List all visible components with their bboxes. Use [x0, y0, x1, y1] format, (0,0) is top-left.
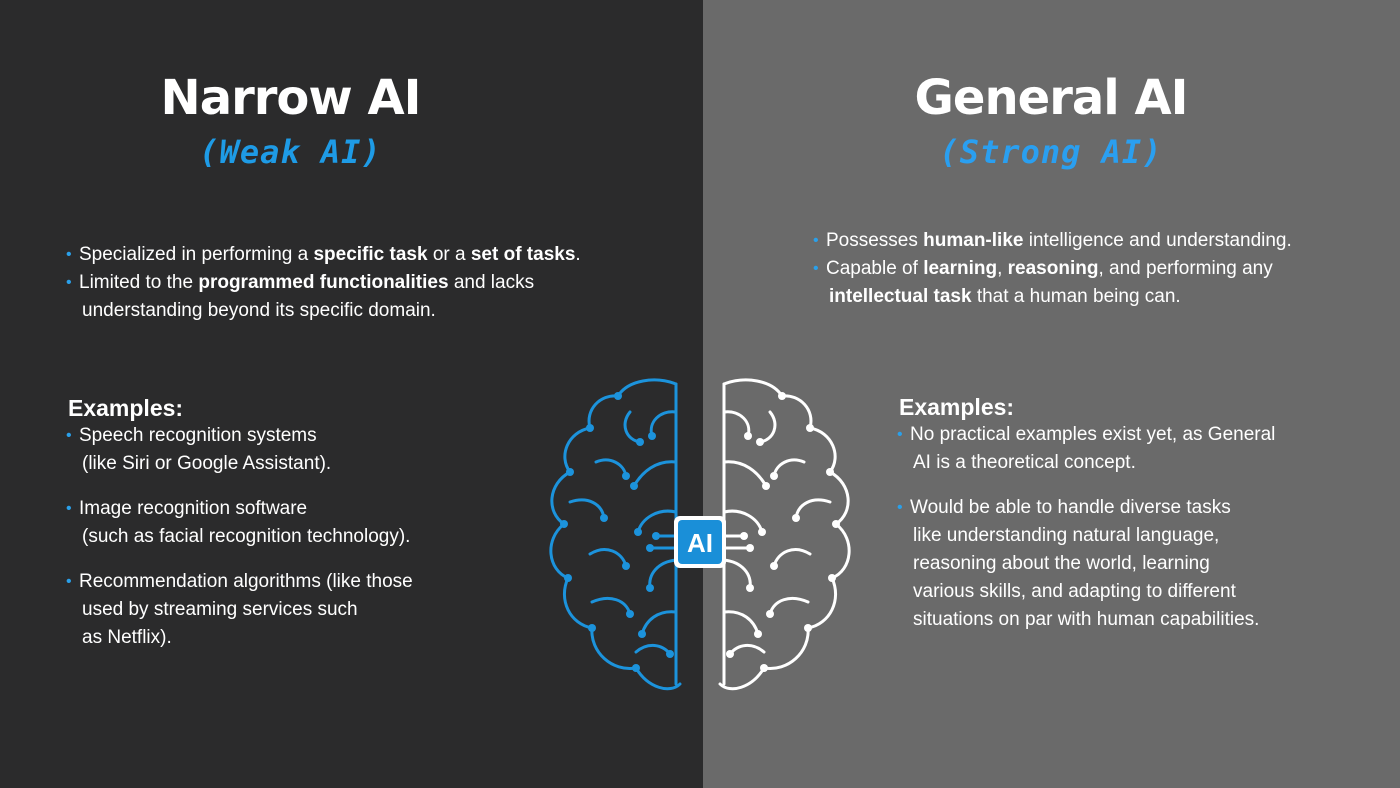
example-continuation: AI is a theoretical concept.	[913, 452, 1136, 473]
example-text: Speech recognition systems	[79, 425, 317, 446]
general-ai-title: General AI	[914, 70, 1188, 126]
circuit-node-icon	[756, 438, 764, 446]
description-line	[79, 272, 534, 293]
text-fragment: , and performing any	[1098, 258, 1273, 279]
emphasis-text: set of tasks	[470, 244, 576, 265]
description-continuation: understanding beyond its specific domain.	[82, 300, 436, 321]
description-continuation	[826, 283, 1373, 311]
circuit-node-icon	[638, 630, 646, 638]
circuit-node-icon	[828, 574, 836, 582]
circuit-node-icon	[758, 528, 766, 536]
text-fragment: intelligence and understanding.	[1023, 230, 1292, 251]
circuit-node-icon	[766, 610, 774, 618]
circuit-node-icon	[754, 630, 762, 638]
strong-ai-subtitle: (Strong AI)	[939, 133, 1163, 171]
narrow-ai-examples-list	[66, 422, 526, 669]
circuit-node-icon	[760, 664, 768, 672]
circuit-node-icon	[588, 624, 596, 632]
example-continuation: (like Siri or Google Assistant).	[82, 453, 332, 474]
example-continuation: reasoning about the world, learning	[913, 553, 1210, 574]
circuit-node-icon	[804, 624, 812, 632]
example-continuation: like understanding natural language,	[913, 525, 1220, 546]
bullet-icon: •	[66, 427, 72, 444]
circuit-node-icon	[826, 468, 834, 476]
circuit-node-icon	[806, 424, 814, 432]
example-continuation: as Netflix).	[82, 627, 172, 648]
description-line	[826, 230, 1292, 251]
text-fragment: that a human being can.	[971, 286, 1181, 307]
text-fragment: Capable of	[826, 258, 924, 279]
example-item	[66, 422, 526, 478]
circuit-node-icon	[652, 532, 660, 540]
text-fragment: Specialized in performing a	[79, 244, 314, 265]
narrow-ai-title: Narrow AI	[160, 70, 421, 126]
circuit-node-icon	[634, 528, 642, 536]
bullet-icon: •	[897, 499, 903, 516]
circuit-node-icon	[762, 482, 770, 490]
circuit-node-icon	[586, 424, 594, 432]
text-fragment: and lacks	[448, 272, 535, 293]
description-item	[66, 269, 646, 325]
bullet-icon: •	[66, 274, 72, 291]
narrow-ai-description-list	[66, 241, 646, 325]
circuit-node-icon	[832, 520, 840, 528]
description-item	[813, 255, 1373, 311]
description-item	[66, 241, 646, 269]
example-item	[897, 494, 1367, 634]
text-fragment: Limited to the	[79, 272, 199, 293]
text-fragment: or a	[427, 244, 471, 265]
emphasis-text: reasoning	[1007, 258, 1099, 279]
circuit-node-icon	[666, 650, 674, 658]
text-fragment: ,	[997, 258, 1008, 279]
circuit-node-icon	[626, 610, 634, 618]
bullet-icon: •	[813, 260, 819, 277]
description-item	[813, 227, 1373, 255]
ai-chip-icon	[674, 516, 726, 568]
text-fragment: Possesses	[826, 230, 924, 251]
circuit-node-icon	[564, 574, 572, 582]
circuit-node-icon	[770, 562, 778, 570]
circuit-node-icon	[622, 562, 630, 570]
circuit-node-icon	[600, 514, 608, 522]
circuit-node-icon	[744, 432, 752, 440]
emphasis-text: programmed functionalities	[198, 272, 449, 293]
bullet-icon: •	[66, 246, 72, 263]
emphasis-text: specific task	[313, 244, 428, 265]
circuit-node-icon	[726, 650, 734, 658]
bullet-icon: •	[66, 573, 72, 590]
general-ai-examples-heading: Examples:	[899, 394, 1015, 420]
emphasis-text: learning	[923, 258, 998, 279]
circuit-node-icon	[746, 544, 754, 552]
circuit-node-icon	[648, 432, 656, 440]
example-item	[66, 495, 526, 551]
example-continuation: various skills, and adapting to different	[913, 581, 1236, 602]
circuit-node-icon	[632, 664, 640, 672]
circuit-node-icon	[636, 438, 644, 446]
weak-ai-subtitle: (Weak AI)	[199, 133, 382, 171]
bullet-icon: •	[897, 426, 903, 443]
example-continuation: (such as facial recognition technology).	[82, 526, 411, 547]
narrow-ai-examples-heading: Examples:	[68, 395, 184, 421]
white-brain-hemisphere-icon	[720, 380, 849, 689]
circuit-node-icon	[560, 520, 568, 528]
circuit-node-icon	[630, 482, 638, 490]
ai-chip-label: AI	[687, 528, 713, 558]
example-continuation: situations on par with human capabilities.	[913, 609, 1260, 630]
bullet-icon: •	[66, 500, 72, 517]
blue-brain-hemisphere-icon	[551, 380, 680, 689]
general-ai-examples-list	[897, 421, 1367, 651]
circuit-node-icon	[746, 584, 754, 592]
emphasis-text: human-like	[923, 230, 1024, 251]
description-line	[79, 244, 581, 265]
description-line	[826, 258, 1273, 279]
circuit-node-icon	[622, 472, 630, 480]
example-item	[66, 568, 526, 652]
circuit-node-icon	[566, 468, 574, 476]
example-text: Would be able to handle diverse tasks	[910, 497, 1231, 518]
example-item	[897, 421, 1367, 477]
general-ai-description-list	[813, 227, 1373, 311]
circuit-node-icon	[646, 544, 654, 552]
circuit-node-icon	[646, 584, 654, 592]
example-continuation: used by streaming services such	[82, 599, 358, 620]
example-text: No practical examples exist yet, as General	[910, 424, 1276, 445]
circuit-node-icon	[614, 392, 622, 400]
example-text: Recommendation algorithms (like those	[79, 571, 413, 592]
emphasis-text: intellectual task	[829, 286, 972, 307]
circuit-node-icon	[778, 392, 786, 400]
text-fragment: .	[575, 244, 581, 265]
bullet-icon: •	[813, 232, 819, 249]
ai-brain-illustration	[530, 372, 870, 702]
circuit-node-icon	[792, 514, 800, 522]
circuit-node-icon	[740, 532, 748, 540]
example-text: Image recognition software	[79, 498, 308, 519]
circuit-node-icon	[770, 472, 778, 480]
